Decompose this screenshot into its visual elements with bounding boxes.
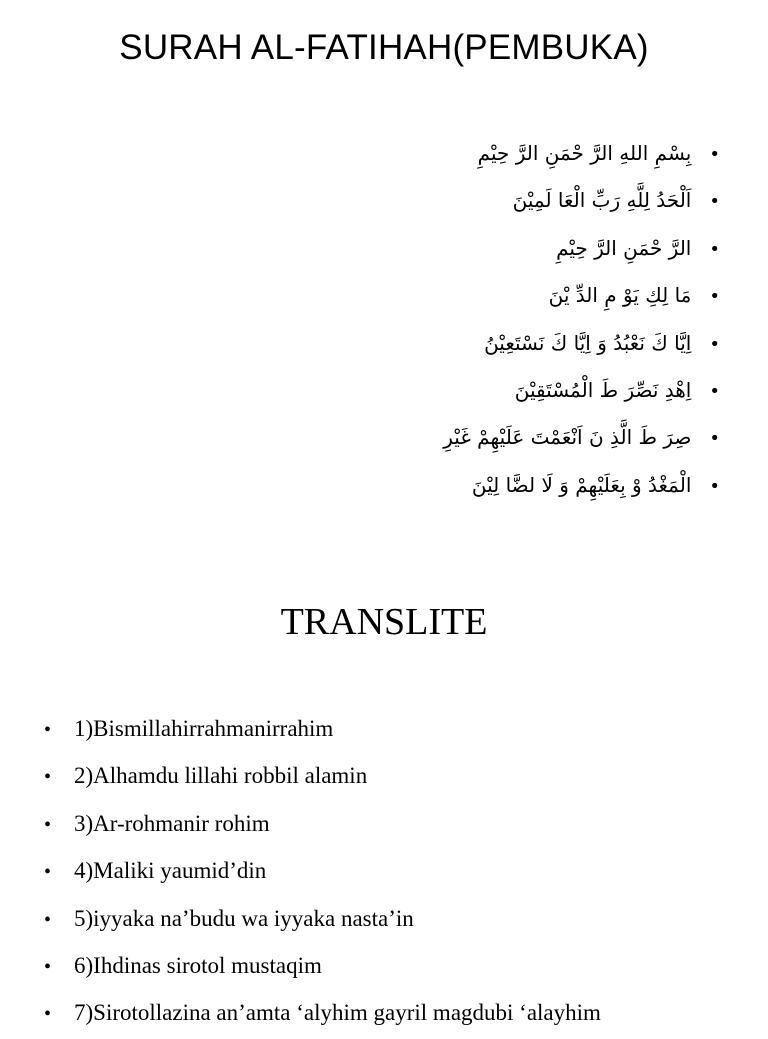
arabic-verse-list [300,130,720,509]
bullet-icon: • [709,333,720,355]
transliteration-list [44,705,744,1037]
transliteration-text: 1)Bismillahirrahmanirrahim [74,716,334,741]
bullet-icon: • [709,286,720,308]
bullet-icon: • [44,766,52,789]
arabic-verse-text: صِرَ طَ الَّذِ نَ اَنْعَمْتَ عَلَيْهِمْ غَيْرِ [443,425,692,450]
arabic-verse-item [300,414,720,461]
bullet-icon: • [709,238,720,260]
arabic-verse-item [300,130,720,177]
transliteration-text: 6)Ihdinas sirotol mustaqim [74,952,322,978]
transliteration-text: 7)Sirotollazina an’amta ‘alyhim gayril magdubi ‘alayhim [74,1000,601,1026]
bullet-icon: • [709,144,720,165]
bullet-icon: • [709,191,720,213]
bullet-icon: • [44,813,52,836]
arabic-verse-item [300,225,720,272]
arabic-verse-item [300,462,720,509]
arabic-verse-text: مَا لِكِ يَوْ مِ الدِّ يْنَ [548,283,692,308]
transliteration-text: 3)Ar-rohmanir rohim [74,810,270,836]
arabic-verse-text: الْمَغْدُ وْ بِعَلَيْهِمْ وَ لَا لضَّا لِيْنَ [471,472,692,497]
arabic-verse-item [300,272,720,319]
arabic-verse-item [300,320,720,367]
transliteration-item [44,752,744,799]
transliteration-item [44,989,744,1036]
transliteration-item [44,800,744,847]
bullet-icon: • [44,955,52,978]
transliteration-text: 2)Alhamdu lillahi robbil alamin [74,763,368,789]
arabic-verse-item [300,367,720,414]
arabic-verse-item [300,177,720,224]
bullet-icon: • [709,380,720,402]
transliteration-text: 4)Maliki yaumid’din [74,858,267,884]
transliteration-item [44,942,744,989]
section-heading: TRANSLITE [280,601,488,643]
page-title: SURAH AL-FATIHAH(PEMBUKA) [119,28,649,67]
arabic-verse-text: اِهْدِ نَصِّرَ طَ الْمُسْتَقِيْنَ [514,377,692,402]
arabic-verse-text: الرَّ حْمَنِ الرَّ حِيْمِ [556,235,692,260]
bullet-icon: • [44,908,52,931]
transliteration-item [44,705,744,752]
transliteration-text: 5)iyyaka na’budu wa iyyaka nasta’in [74,905,414,931]
transliteration-item [44,847,744,894]
arabic-verse-text: اَلْحَدُ لِلَّهِ رَبِّ الْعَا لَمِيْنَ [512,188,692,213]
bullet-icon: • [709,428,720,450]
bullet-icon: • [709,475,720,497]
arabic-verse-text: بِسْمِ اللهِ الرَّ حْمَنِ الرَّ حِيْمِ [477,141,692,165]
bullet-icon: • [44,1003,52,1026]
transliteration-item [44,895,744,942]
arabic-verse-text: اِيَّا كَ نَعْبُدُ وَ اِيَّا كَ نَسْتَعِيْنُ [484,330,692,355]
bullet-icon: • [44,719,52,741]
bullet-icon: • [44,861,52,884]
